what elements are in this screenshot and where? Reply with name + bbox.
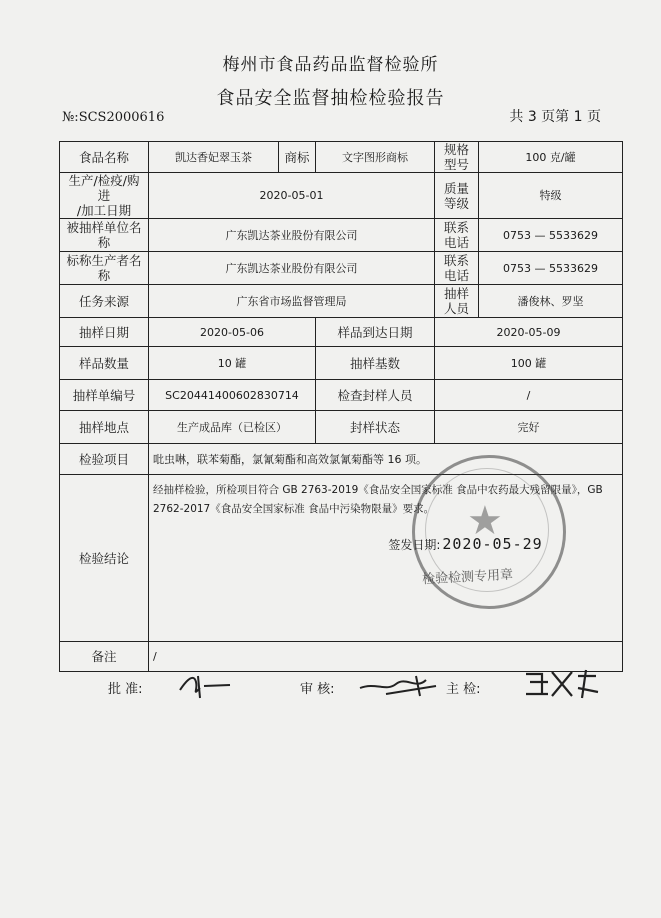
sampled-unit-value: 广东凯达茶业股份有限公司 xyxy=(149,219,435,252)
task-source-label: 任务来源 xyxy=(60,285,149,318)
approve-signature xyxy=(170,668,240,702)
location-label: 抽样地点 xyxy=(60,411,149,444)
items-label: 检验项目 xyxy=(60,444,149,475)
sign-date-label: 签发日期: xyxy=(388,538,441,552)
conclusion-label: 检验结论 xyxy=(60,475,149,642)
spec-value: 100 克/罐 xyxy=(479,142,623,173)
food-name-label: 食品名称 xyxy=(60,142,149,173)
table-row xyxy=(60,285,623,318)
sampling-date-value: 2020-05-06 xyxy=(149,318,316,347)
arrival-date-label: 样品到达日期 xyxy=(316,318,435,347)
conclusion-text: 经抽样检验，所检项目符合 GB 2763-2019《食品安全国家标准 食品中农药最大残留限量》，GB 2762-2017《食品安全国家标准 食品中污染物限量》要求。 xyxy=(153,484,603,515)
table-row xyxy=(60,173,623,219)
page-info: 共 3 页第 1 页 xyxy=(509,109,601,125)
approve-label: 批 准: xyxy=(108,682,143,697)
table-row xyxy=(60,475,623,642)
table-row xyxy=(60,380,623,411)
grade-value: 特级 xyxy=(479,173,623,219)
sampling-date-label: 抽样日期 xyxy=(60,318,149,347)
report-number-value: SCS2000616 xyxy=(78,110,165,125)
chief-signature xyxy=(522,666,602,702)
table-row xyxy=(60,142,623,173)
phone-value: 0753 — 5533629 xyxy=(479,219,623,252)
production-date-label xyxy=(60,173,149,219)
seal-state-label: 封样状态 xyxy=(316,411,435,444)
table-row xyxy=(60,444,623,475)
sign-date-value: 2020-05-29 xyxy=(442,535,543,553)
sampled-unit-label: 被抽样单位名称 xyxy=(60,219,149,252)
grade-label: 质量等级 xyxy=(435,173,479,219)
table-row xyxy=(60,411,623,444)
arrival-date-value: 2020-05-09 xyxy=(435,318,623,347)
organization-name: 梅州市食品药品监督检验所 xyxy=(222,55,439,75)
seal-state-value: 完好 xyxy=(435,411,623,444)
chief-label: 主 检: xyxy=(446,682,481,697)
producer-value: 广东凯达茶业股份有限公司 xyxy=(149,252,435,285)
production-date-label-line1: 生产/检疫/购进 xyxy=(68,173,140,203)
review-label: 审 核: xyxy=(300,682,335,697)
phone-value: 0753 — 5533629 xyxy=(479,252,623,285)
table-row xyxy=(60,252,623,285)
spec-label: 规格型号 xyxy=(435,142,479,173)
quantity-label: 样品数量 xyxy=(60,347,149,380)
report-number xyxy=(62,110,164,125)
trademark-label: 商标 xyxy=(279,142,316,173)
task-source-value: 广东省市场监督管理局 xyxy=(149,285,435,318)
report-table xyxy=(59,141,623,672)
quantity-value: 10 罐 xyxy=(149,347,316,380)
base-value: 100 罐 xyxy=(435,347,623,380)
conclusion-cell xyxy=(149,475,623,642)
location-value: 生产成品库（已检区） xyxy=(149,411,316,444)
seal-person-value: / xyxy=(435,380,623,411)
sheet-number-label: 抽样单编号 xyxy=(60,380,149,411)
food-name-value: 凯达香妃翠玉茶 xyxy=(149,142,279,173)
sampler-label: 抽样人员 xyxy=(435,285,479,318)
base-label: 抽样基数 xyxy=(316,347,435,380)
remark-value: / xyxy=(149,642,623,672)
table-row xyxy=(60,347,623,380)
remark-label: 备注 xyxy=(60,642,149,672)
table-row xyxy=(60,219,623,252)
production-date-label-line2: /加工日期 xyxy=(76,203,132,218)
items-value: 吡虫啉，联苯菊酯，氯氰菊酯和高效氯氰菊酯等 16 项。 xyxy=(149,444,623,475)
table-row xyxy=(60,318,623,347)
producer-label: 标称生产者名称 xyxy=(60,252,149,285)
seal-person-label: 检查封样人员 xyxy=(316,380,435,411)
trademark-value: 文字图形商标 xyxy=(316,142,435,173)
report-title: 食品安全监督抽检检验报告 xyxy=(216,88,445,109)
phone-label: 联系电话 xyxy=(435,252,479,285)
sign-date xyxy=(149,537,622,553)
phone-label: 联系电话 xyxy=(435,219,479,252)
star-icon: ★ xyxy=(467,498,503,544)
sheet-number-value: SC20441400602830714 xyxy=(149,380,316,411)
sampler-value: 潘俊林、罗坚 xyxy=(479,285,623,318)
production-date-value: 2020-05-01 xyxy=(149,173,435,219)
report-number-label: №: xyxy=(62,110,79,125)
seal-text: 检验检测专用章 xyxy=(421,567,514,588)
review-signature xyxy=(356,672,446,700)
